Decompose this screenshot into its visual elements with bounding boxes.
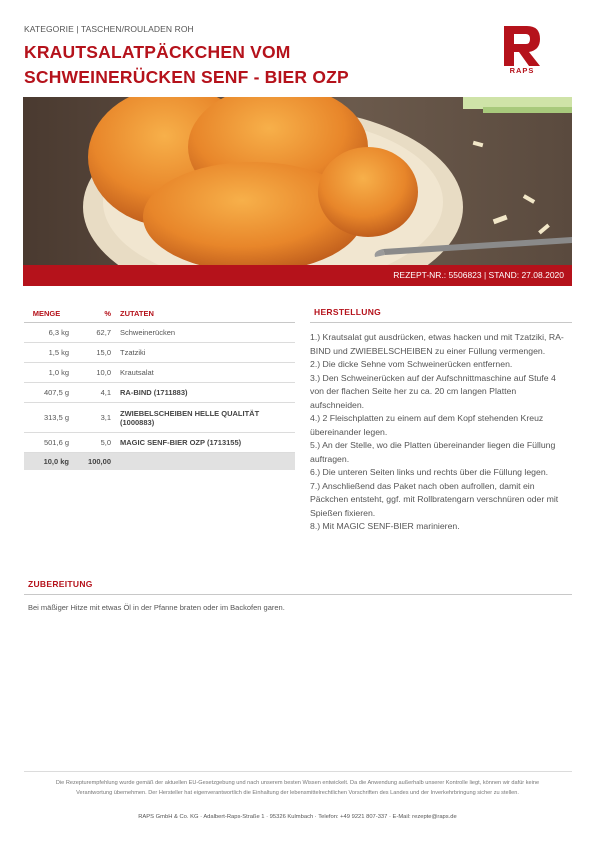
ingredient-percent: 10,0 <box>69 363 111 383</box>
ingredient-name: Tzatziki <box>111 343 295 363</box>
recipe-number-stand: REZEPT-NR.: 5506823 | STAND: 27.08.2020 <box>393 270 564 280</box>
ingredient-menge: 407,5 g <box>24 383 69 403</box>
step-2: 2.) Die dicke Sehne vom Schweinerücken entfernen. <box>310 359 513 369</box>
ingredient-name: MAGIC SENF-BIER OZP (1713155) <box>111 433 295 453</box>
col-percent: % <box>69 305 111 323</box>
disclaimer-text: Die Rezepturempfehlung wurde gemäß der aktuellen EU-Gesetzgebung und nach unserem besten Wissen entwickelt. Da die Anwendung außerhalb unserer Kontrolle liegt, können wir dafür keine Verantwortung übernehmen. Der Hersteller hat eigenverantwortlich die Einhaltung der lebensmittelrechtlichen Vorschriften des Landes und der Inverkehrbringung sicher zu stellen. <box>55 780 540 796</box>
ingredient-name: RA-BIND (1711883) <box>111 383 295 403</box>
zubereitung-text: Bei mäßiger Hitze mit etwas Öl in der Pfanne braten oder im Backofen garen. <box>28 603 285 612</box>
total-menge: 10,0 kg <box>24 453 69 471</box>
recipe-title-line-2: SCHWEINERÜCKEN SENF - BIER OZP <box>24 67 349 87</box>
step-4: 4.) 2 Fleischplatten zu einem auf dem Kopf stehenden Kreuz übereinander legen. <box>310 413 544 437</box>
step-3: 3.) Den Schweinerücken auf der Aufschnittmaschine auf Stufe 4 von der flachen Seite her zu ca. 20 cm langen Platten aufschneiden. <box>310 372 556 410</box>
zubereitung-divider <box>24 594 572 595</box>
ingredient-percent: 4,1 <box>69 383 111 403</box>
recipe-title <box>24 40 464 90</box>
ingredient-menge: 313,5 g <box>24 403 69 433</box>
recipe-photo <box>23 97 572 265</box>
footer-divider <box>24 771 572 772</box>
col-zutaten: ZUTATEN <box>111 305 295 323</box>
ingredient-name: Krautsalat <box>111 363 295 383</box>
ingredient-row <box>24 383 295 403</box>
total-empty <box>111 453 295 471</box>
ingredients-header-row <box>24 305 295 323</box>
total-percent: 100,00 <box>69 453 111 471</box>
herstellung-title: HERSTELLUNG <box>314 307 382 317</box>
ingredient-name: Schweinerücken <box>111 323 295 343</box>
ingredients-total-row <box>24 453 295 471</box>
ingredient-row <box>24 363 295 383</box>
herstellung-steps <box>310 331 572 534</box>
ingredient-row <box>24 343 295 363</box>
logo-text: RAPS <box>509 66 535 75</box>
recipe-number-bar <box>23 265 572 286</box>
ingredient-menge: 1,5 kg <box>24 343 69 363</box>
company-footer: RAPS GmbH & Co. KG · Adalbert-Raps-Straße 1 · 95326 Kulmbach · Telefon: +49 9221 807-337 · E-Mail: rezepte@raps.de <box>138 814 457 820</box>
step-6: 6.) Die unteren Seiten links und rechts über die Füllung legen. <box>310 467 549 477</box>
ingredient-row <box>24 403 295 433</box>
ingredient-percent: 15,0 <box>69 343 111 363</box>
category-label: KATEGORIE | TASCHEN/ROULADEN ROH <box>24 24 194 34</box>
ingredient-percent: 62,7 <box>69 323 111 343</box>
step-7: 7.) Anschließend das Paket nach oben aufrollen, damit ein Päckchen entsteht, ggf. mit Rollbratengarn verschnüren oder mit Spießen fixieren. <box>310 480 559 518</box>
col-menge: MENGE <box>24 305 69 323</box>
ingredient-row <box>24 323 295 343</box>
step-8: 8.) Mit MAGIC SENF-BIER marinieren. <box>310 521 460 531</box>
ingredient-name: ZWIEBELSCHEIBEN HELLE QUALITÄT (1000883) <box>111 403 295 433</box>
ingredient-percent: 3,1 <box>69 403 111 433</box>
ingredient-percent: 5,0 <box>69 433 111 453</box>
zubereitung-title: ZUBEREITUNG <box>28 579 93 589</box>
step-1: 1.) Krautsalat gut ausdrücken, etwas hacken und mit Tzatziki, RA-BIND und ZWIEBELSCHEIBEN zu einer Füllung vermengen. <box>310 332 564 356</box>
ingredient-row <box>24 433 295 453</box>
ingredient-menge: 501,6 g <box>24 433 69 453</box>
ingredient-menge: 1,0 kg <box>24 363 69 383</box>
ingredient-menge: 6,3 kg <box>24 323 69 343</box>
step-5: 5.) An der Stelle, wo die Platten übereinander liegen die Füllung auftragen. <box>310 440 556 464</box>
ingredients-table <box>24 305 295 470</box>
recipe-title-line-1: KRAUTSALATPÄCKCHEN VOM <box>24 42 291 62</box>
herstellung-divider <box>310 322 572 323</box>
